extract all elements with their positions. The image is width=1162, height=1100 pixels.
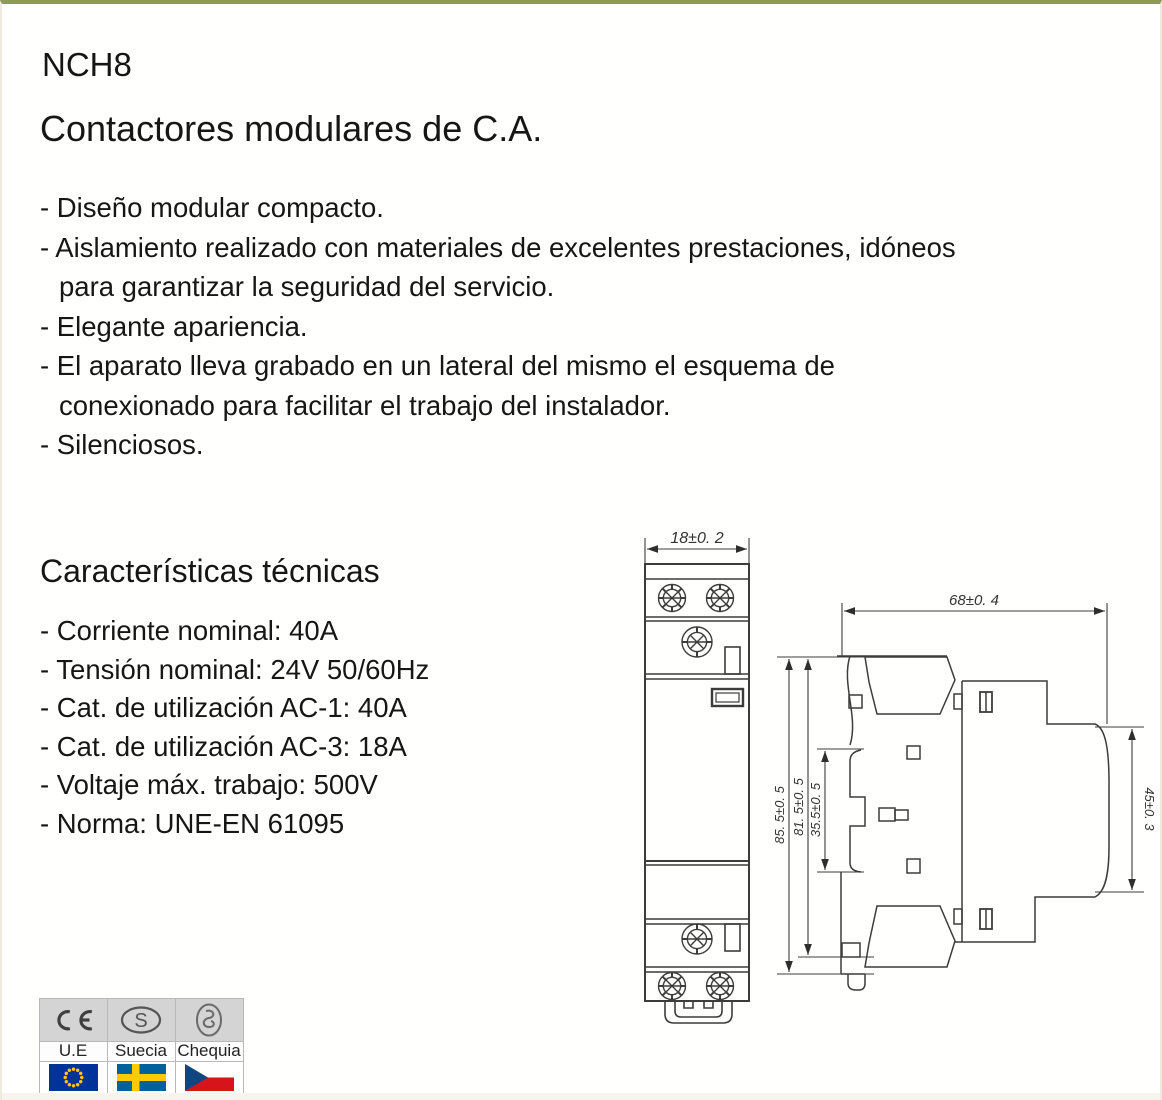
page-bottom-edge — [2, 1093, 1160, 1100]
side-view — [772, 592, 1157, 990]
sweden-flag — [107, 1061, 176, 1095]
spec-line: - Corriente nominal: 40A — [40, 615, 339, 646]
feature-line-continuation: para garantizar la seguridad del servicio. — [59, 271, 555, 302]
back-break-line — [847, 656, 852, 745]
page-title: Contactores modulares de C.A. — [40, 108, 543, 149]
feature-line: - El aparato lleva grabado en un lateral del mismo el esquema de — [40, 350, 835, 381]
front-face-height-label: 45±0. 3 — [1142, 787, 1157, 831]
terminal-slots — [980, 692, 992, 929]
bottom-terminal-cover — [865, 906, 955, 967]
spec-line: - Cat. de utilización AC-3: 18A — [40, 730, 407, 762]
cert-label-suecia: Suecia — [107, 1041, 176, 1062]
technical-drawing — [612, 519, 1162, 1079]
feature-line: - Aislamiento realizado con materiales de excelentes prestaciones, idóneos — [40, 231, 956, 263]
feature-list — [40, 188, 956, 465]
product-model: NCH8 — [42, 46, 132, 83]
semko-s-mark — [107, 998, 176, 1042]
lower-slot-window — [725, 924, 740, 951]
feature-line: - Elegante apariencia. — [40, 310, 308, 342]
upper-slot-window — [725, 647, 740, 674]
screw-terminal-icons — [659, 585, 734, 1000]
section-heading-technical: Características técnicas — [40, 553, 380, 589]
cert-label-ue: U.E — [39, 1041, 108, 1062]
front-face-height-dimension — [1095, 727, 1144, 892]
body-outline — [955, 681, 1109, 942]
feature-line: - Diseño modular compacto. — [40, 192, 384, 223]
indicator-window — [712, 689, 743, 706]
spec-list — [40, 612, 429, 843]
czech-flag — [175, 1061, 244, 1095]
side-depth-dimension — [842, 603, 1107, 724]
bottom-clip-hook — [848, 974, 865, 990]
ce-mark — [39, 998, 108, 1042]
rail-section-label: 35.5±0. 5 — [808, 782, 823, 838]
spec-line: - Voltaje máx. trabajo: 500V — [40, 769, 378, 800]
esc-mark — [175, 998, 244, 1042]
feature-line: - Silenciosos. — [40, 429, 204, 460]
feature-line-continuation: conexionado para facilitar el trabajo del instalador. — [59, 389, 671, 421]
eu-flag — [39, 1061, 108, 1095]
certification-table — [39, 998, 243, 1094]
svg-text:S: S — [134, 1009, 148, 1032]
side-depth-label: 68±0. 4 — [949, 592, 999, 609]
top-terminal-cover — [865, 657, 955, 714]
din-rail-channel — [850, 750, 865, 872]
body-height-label: 81. 5±0. 5 — [791, 778, 806, 836]
din-clip — [665, 1001, 732, 1023]
total-height-label: 85. 5±0. 5 — [772, 786, 787, 844]
front-view — [645, 530, 749, 1023]
spec-line: - Cat. de utilización AC-1: 40A — [40, 692, 407, 723]
front-width-label: 18±0. 2 — [670, 530, 724, 547]
cert-label-chequia: Chequia — [175, 1041, 244, 1062]
spec-line: - Tensión nominal: 24V 50/60Hz — [40, 653, 430, 685]
spec-line: - Norma: UNE-EN 61095 — [40, 807, 345, 839]
